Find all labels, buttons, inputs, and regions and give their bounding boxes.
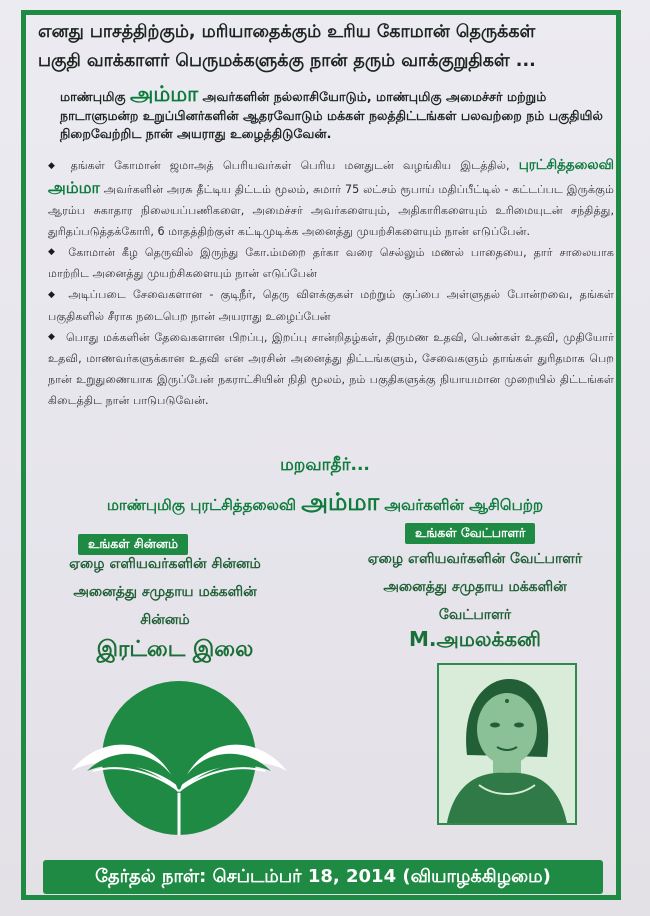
election-date-label: தேர்தல் நாள்:: [95, 866, 207, 887]
blessing-prefix: மாண்புமிகு புரட்சித்தலைவி: [106, 496, 302, 514]
election-day: (வியாழக்கிழமை): [402, 866, 551, 887]
candidate-portrait-icon: [439, 665, 575, 823]
election-date: செப்டம்பர் 18, 2014: [206, 866, 403, 887]
candidate-photo: [437, 663, 577, 825]
election-date-banner: [43, 860, 603, 894]
promise-1-rest: அவர்களின் அரசு தீட்டிய திட்டம் மூலம், சுமார் 75 லட்சம் ரூபாய் மதிப்பீட்டில் - கட்டப்பட இருக்கும் ஆரம்ப சுகாதார நிலையப்பணிகளை, அமைச்சர் அவர்களையும், அதிகாரிகளையும் உரிமையுடன் சந்தித்து, துரிதப்படுத்தக்கோரி, 6 மாதத்திற்குள் கட்டிமுடிக்க அனைத்து முயற்சிகளையும் நான் எடுப்பேன்.: [48, 182, 614, 238]
symbol-line-2: அனைத்து சமுதாய மக்களின்: [73, 584, 257, 600]
diamond-bullet-icon: ◆: [48, 160, 61, 171]
promise-2: [48, 242, 614, 285]
promise-4-text: பொது மக்களின் தேவைகளான பிறப்பு, இறப்பு சான்றிதழ்கள், திருமண உதவி, பெண்கள் உதவி, முதியோர் உதவி, மாணவர்களுக்கான உதவி என அரசின் அனைத்து திட்டங்களும், சேவைகளும் தாங்கள் துரிதமாக பெற நான் உறுதுணையாக இருப்பேன் நகராட்சியின் நிதி மூலம், நம் பகுதிகளுக்கு நியாயமான முறையில் திட்டங்கள் கிடைத்திட நான் பாடுபடுவேன்.: [48, 330, 614, 407]
reminder-text: மறவாதீர்...: [280, 455, 370, 475]
intro-paragraph: [60, 82, 610, 144]
diamond-bullet-icon: ◆: [48, 247, 59, 257]
pamphlet-heading: [38, 18, 618, 76]
blessing-amma: அம்மா: [301, 488, 380, 516]
candidate-description: [345, 545, 605, 629]
promise-1-title: புரட்சித்தலைவி: [518, 157, 614, 173]
intro-amma: அம்மா: [130, 82, 199, 106]
heading-line-2: பகுதி வாக்காளர் பெருமக்களுக்கு நான் தரும் வாக்குறுதிகள் ...: [38, 51, 536, 71]
diamond-bullet-icon: ◆: [48, 332, 56, 342]
promise-3-text: அடிப்படை சேவைகளான - குடிநீர், தெரு விளக்குகள் மற்றும் குப்பை அள்ளுதல் போன்றவை, தங்கள் பகுதிகளில் சீராக நடைபெற நான் அயராது உழைப்பேன்: [48, 288, 615, 323]
promise-1-start: தங்கள் கோமான் ஜமாஅத் பெரியவர்கள் பெரிய மனதுடன் வழங்கிய இடத்தில்,: [70, 159, 510, 172]
candidate-badge: உங்கள் வேட்பாளர்: [405, 523, 535, 544]
candidate-line-1: ஏழை எளியவர்களின் வேட்பாளர்: [367, 551, 583, 567]
intro-prefix: மாண்புமிகு: [60, 89, 131, 104]
symbol-line-3: சின்னம்: [140, 612, 190, 628]
two-leaves-symbol-icon: [63, 675, 295, 841]
promise-1-amma: அம்மா: [48, 177, 100, 197]
candidate-name: M.அமலக்கனி: [409, 627, 541, 651]
promises-list: [48, 155, 614, 411]
symbol-line-1: ஏழை எளியவர்களின் சின்னம்: [69, 556, 261, 572]
candidate-line-3: வேட்பாளர்: [438, 607, 512, 623]
symbol-badge: உங்கள் சின்னம்: [78, 534, 188, 555]
symbol-name: இரட்டை இலை: [96, 637, 254, 662]
promise-3: [48, 284, 614, 327]
heading-line-1: எனது பாசத்திற்கும், மரியாதைக்கும் உரிய கோமான் தெருக்கள்: [38, 22, 536, 42]
diamond-bullet-icon: ◆: [48, 289, 59, 300]
blessing-line: [0, 488, 650, 519]
symbol-description: [40, 550, 290, 634]
promise-2-text: கோமான் கீழ தெருவில் இருந்து கோ.ம்மறை தர்கா வரை செல்லும் மணல் பாதையை, தார் சாலையாக மாற்றிட அனைத்து முயற்சிகளையும் நான் எடுப்பேன்: [48, 245, 615, 280]
blessing-suffix: அவர்களின் ஆசிபெற்ற: [379, 496, 544, 514]
promise-1: [48, 155, 614, 242]
intro-rest: அவர்களின் நல்லாசியோடும், மாண்புமிகு அமைச்சர் மற்றும் நாடாளுமன்ற உறுப்பினர்களின் ஆதரவோடும் மக்கள் நலத்திட்டங்கள் பலவற்றை நம் பகுதியில் நிறைவேற்றிட நான் அயராது உழைத்திடுவேன்.: [60, 89, 604, 141]
candidate-line-2: அனைத்து சமுதாய மக்களின்: [383, 579, 567, 595]
promise-4: [48, 327, 614, 412]
